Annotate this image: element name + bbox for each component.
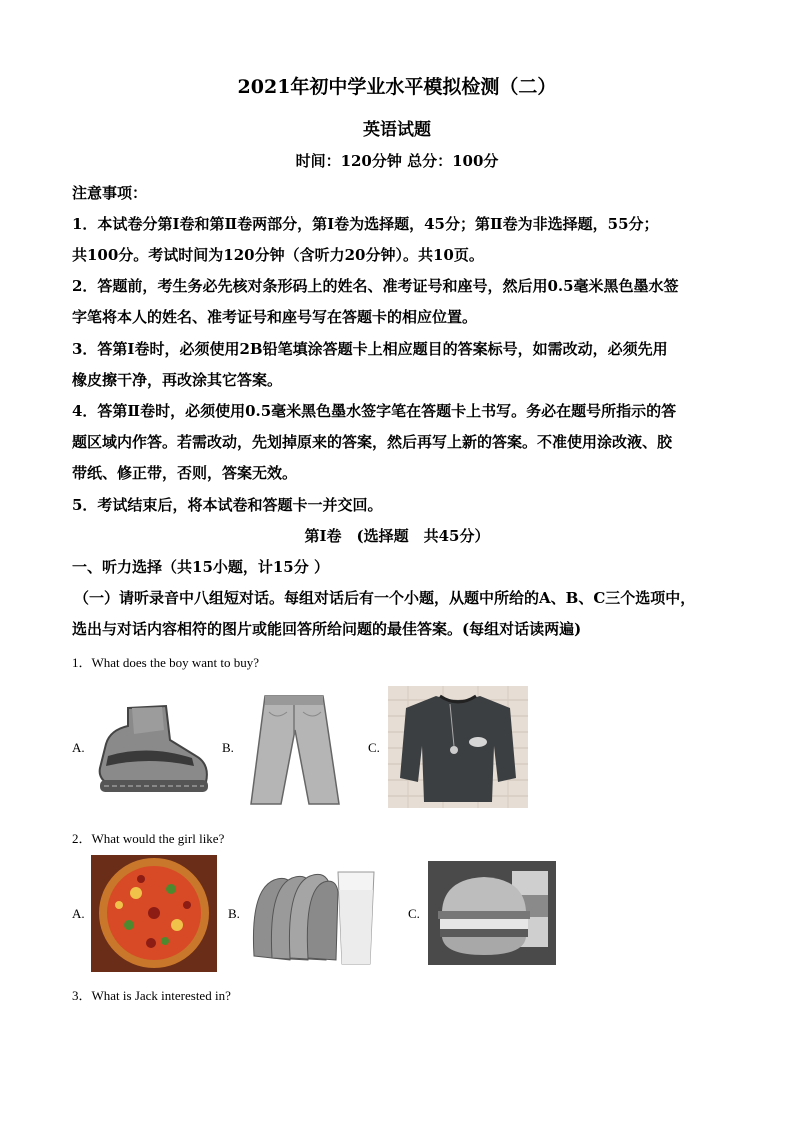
- exam-title: 2021年初中学业水平模拟检测（二）: [237, 76, 557, 98]
- notes-heading: 注意事项：: [72, 184, 148, 202]
- note-line: 2．答题前，考生务必先核对条形码上的姓名、准考证号和座号，然后用0.5毫米黑色墨水签: [72, 277, 679, 295]
- pizza-image: [91, 855, 217, 972]
- note-line: 共100分。考试时间为120分钟（含听力20分钟）。共10页。: [72, 246, 484, 264]
- q2-option-b-label: B.: [228, 906, 240, 921]
- part1-heading: 第Ⅰ卷 (选择题 共45分）: [304, 527, 490, 545]
- bread-milk-image: [250, 860, 378, 968]
- q1-option-c-label: C.: [368, 740, 380, 755]
- q2-option-a-label: A.: [72, 906, 85, 921]
- note-line: 字笔将本人的姓名、准考证号和座号写在答题卡的相应位置。: [72, 308, 478, 326]
- q1-option-b-label: B.: [222, 740, 234, 755]
- question-2: 2．What would the girl like?: [72, 831, 225, 846]
- jeans-image: [247, 694, 343, 808]
- note-line: 3．答第Ⅰ卷时，必须使用2B铅笔填涂答题卡上相应题目的答案标号，如需改动，必须先用: [72, 340, 668, 358]
- burger-cola-image: [428, 861, 556, 965]
- instructions-line: 选出与对话内容相符的图片或能回答所给问题的最佳答案。(每组对话读两遍): [72, 620, 582, 638]
- note-line: 4．答第Ⅱ卷时，必须使用0.5毫米黑色墨水签字笔在答题卡上书写。务必在题号所指示的答: [72, 402, 677, 420]
- exam-subject: 英语试题: [363, 120, 431, 140]
- note-line: 橡皮擦干净，再改涂其它答案。: [72, 371, 283, 389]
- time-score: 时间：120分钟 总分：100分: [295, 152, 499, 170]
- note-line: 题区域内作答。若需改动，先划掉原来的答案，然后再写上新的答案。不准使用涂改液、胶: [72, 433, 673, 451]
- sweater-image: [388, 686, 528, 808]
- question-3: 3．What is Jack interested in?: [72, 988, 231, 1003]
- q1-option-a-label: A.: [72, 740, 85, 755]
- instructions-line: （一）请听录音中八组短对话。每组对话后有一个小题，从题中所给的A、B、C三个选项中，: [74, 589, 696, 607]
- note-line: 带纸、修正带，否则，答案无效。: [72, 464, 298, 482]
- boot-image: [88, 700, 213, 800]
- note-line: 5．考试结束后，将本试卷和答题卡一并交回。: [72, 496, 383, 514]
- section-heading: 一、听力选择（共15小题，计15分 ）: [72, 558, 329, 576]
- question-1: 1．What does the boy want to buy?: [72, 655, 260, 670]
- note-line: 1．本试卷分第Ⅰ卷和第Ⅱ卷两部分，第Ⅰ卷为选择题，45分；第Ⅱ卷为非选择题，55分；: [72, 215, 659, 233]
- q2-option-c-label: C.: [408, 906, 420, 921]
